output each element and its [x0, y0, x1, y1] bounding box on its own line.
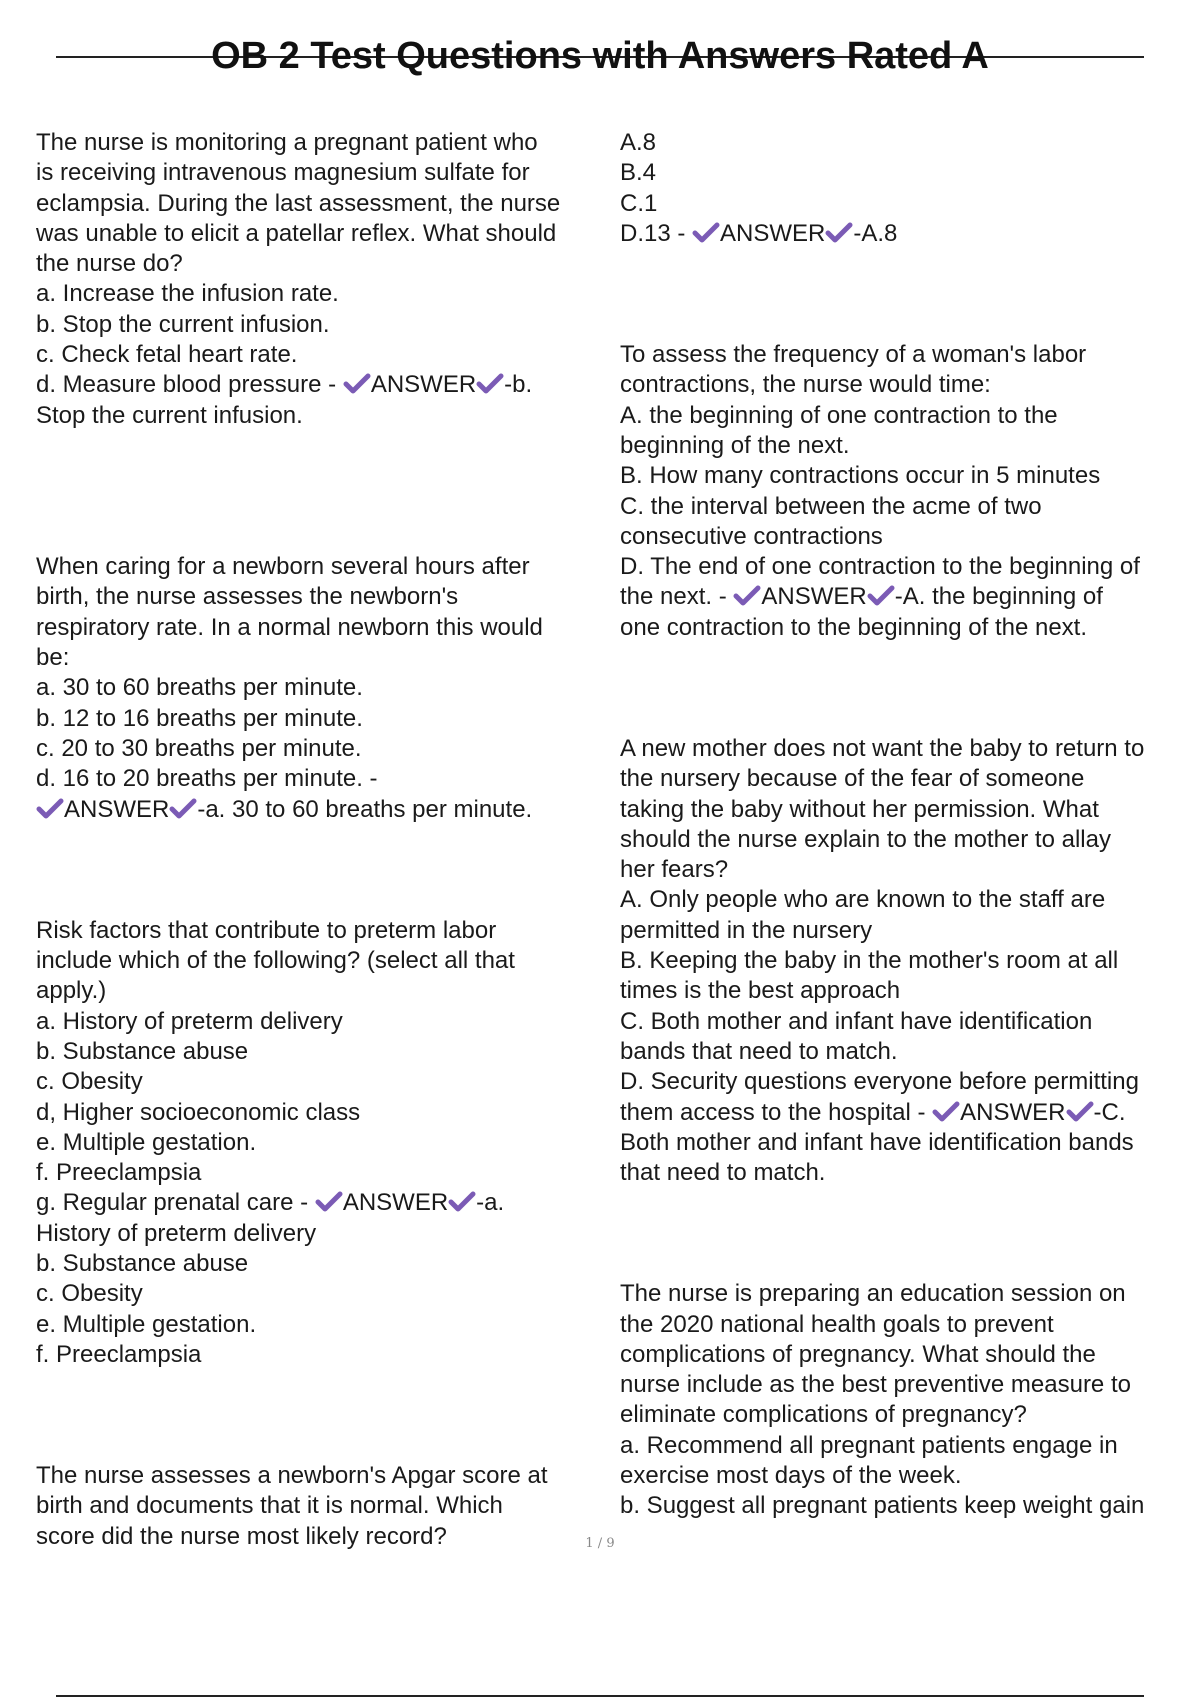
- answer-text: -b.: [504, 371, 533, 399]
- checkmark-icon: [343, 372, 371, 394]
- answer-text-line: Both mother and infant have identification bands: [620, 1128, 1134, 1156]
- answer-label: ANSWER: [720, 219, 826, 247]
- answer-option: C. the interval between the acme of two: [620, 492, 1042, 520]
- answer-option: bands that need to match.: [620, 1037, 898, 1065]
- question-5: [620, 340, 1192, 643]
- answer-text: -A.8: [853, 219, 898, 247]
- answer-option: c. Obesity: [36, 1068, 143, 1096]
- answer-label: ANSWER: [370, 371, 477, 399]
- answer-option: beginning of the next.: [620, 431, 850, 459]
- question-stem-line: include which of the following? (select all that: [36, 947, 515, 975]
- question-stem-line: The nurse assesses a newborn's Apgar score at: [36, 1462, 548, 1490]
- answer-line: [36, 1188, 602, 1218]
- answer-text: -a.: [476, 1189, 505, 1217]
- question-stem-line: the nursery because of the fear of someone: [620, 765, 1085, 793]
- answer-text-line: c. Obesity: [36, 1280, 143, 1308]
- question-stem-line: When caring for a newborn several hours after: [36, 553, 530, 581]
- checkmark-icon: [867, 584, 895, 606]
- footer-rule: [56, 1695, 1144, 1697]
- answer-option: a. 30 to 60 breaths per minute.: [36, 674, 363, 702]
- answer-option: b. Stop the current infusion.: [36, 310, 330, 338]
- answer-option: f. Preeclampsia: [36, 1159, 202, 1187]
- question-stem-line: be:: [36, 644, 70, 672]
- question-4-continued: [620, 128, 1192, 249]
- answer-option: a. History of preterm delivery: [36, 1007, 343, 1035]
- answer-line: [36, 795, 602, 825]
- question-stem-line: should the nurse explain to the mother to allay: [620, 825, 1111, 853]
- answer-line: [620, 1098, 1192, 1128]
- answer-option: a. Recommend all pregnant patients engage in: [620, 1431, 1118, 1459]
- question-stem-line: birth and documents that it is normal. Which: [36, 1492, 503, 1520]
- answer-text-line: History of preterm delivery: [36, 1219, 317, 1247]
- answer-option: B.4: [620, 159, 657, 187]
- answer-option: D. Security questions everyone before permitting: [620, 1068, 1139, 1096]
- answer-text-line: that need to match.: [620, 1159, 826, 1187]
- question-stem-line: her fears?: [620, 856, 729, 884]
- answer-option: C. Both mother and infant have identification: [620, 1007, 1093, 1035]
- checkmark-icon: [315, 1190, 343, 1212]
- answer-option: a. Increase the infusion rate.: [36, 280, 339, 308]
- answer-option: D. The end of one contraction to the beginning of: [620, 553, 1140, 581]
- answer-text: -C.: [1093, 1098, 1126, 1126]
- answer-option: B. How many contractions occur in 5 minutes: [620, 462, 1101, 490]
- question-stem-line: eliminate complications of pregnancy?: [620, 1401, 1027, 1429]
- question-stem-line: complications of pregnancy. What should the: [620, 1340, 1096, 1368]
- answer-option: exercise most days of the week.: [620, 1462, 962, 1490]
- question-stem-line: eclampsia. During the last assessment, the nurse: [36, 189, 561, 217]
- answer-label: ANSWER: [761, 583, 867, 611]
- question-stem-line: score did the nurse most likely record?: [36, 1522, 447, 1550]
- question-stem-line: The nurse is preparing an education session on: [620, 1280, 1126, 1308]
- answer-text-line: e. Multiple gestation.: [36, 1310, 257, 1338]
- question-stem-line: respiratory rate. In a normal newborn this would: [36, 613, 543, 641]
- checkmark-icon: [932, 1100, 960, 1122]
- question-7: [620, 1279, 1192, 1521]
- question-stem-line: birth, the nurse assesses the newborn's: [36, 583, 459, 611]
- answer-option: A. the beginning of one contraction to the: [620, 401, 1058, 429]
- answer-text: -a. 30 to 60 breaths per minute.: [197, 795, 533, 823]
- answer-option: c. Check fetal heart rate.: [36, 341, 298, 369]
- checkmark-icon: [476, 372, 504, 394]
- page-number: 1 / 9: [585, 1536, 615, 1551]
- answer-option: permitted in the nursery: [620, 916, 873, 944]
- answer-option: C.1: [620, 189, 658, 217]
- right-column: [620, 128, 1192, 1522]
- answer-text: -A. the beginning of: [894, 583, 1103, 611]
- answer-option: g. Regular prenatal care -: [36, 1189, 315, 1217]
- answer-option: A.8: [620, 129, 657, 156]
- answer-option: the next. -: [620, 583, 734, 611]
- answer-option: times is the best approach: [620, 977, 901, 1005]
- answer-option: consecutive contractions: [620, 522, 883, 550]
- answer-text-line: b. Substance abuse: [36, 1249, 249, 1277]
- answer-option: them access to the hospital -: [620, 1098, 933, 1126]
- answer-option: B. Keeping the baby in the mother's room at all: [620, 947, 1119, 975]
- answer-line: [620, 219, 1192, 249]
- title-block: [56, 28, 1144, 84]
- question-stem-line: To assess the frequency of a woman's labor: [620, 341, 1087, 369]
- answer-line: [36, 370, 602, 400]
- question-stem-line: nurse include as the best preventive measure to: [620, 1371, 1131, 1399]
- answer-label: ANSWER: [960, 1098, 1066, 1126]
- question-stem-line: the 2020 national health goals to prevent: [620, 1310, 1054, 1338]
- answer-option: b. Suggest all pregnant patients keep weight gain: [620, 1492, 1145, 1520]
- question-stem-line: contractions, the nurse would time:: [620, 371, 991, 399]
- answer-label: ANSWER: [342, 1189, 449, 1217]
- answer-option: e. Multiple gestation.: [36, 1128, 257, 1156]
- question-stem-line: The nurse is monitoring a pregnant patient who: [36, 129, 538, 156]
- answer-option: d, Higher socioeconomic class: [36, 1098, 361, 1126]
- answer-text-line: Stop the current infusion.: [36, 401, 303, 429]
- checkmark-icon: [692, 221, 720, 243]
- answer-option: c. 20 to 30 breaths per minute.: [36, 734, 362, 762]
- question-stem-line: the nurse do?: [36, 250, 183, 278]
- question-stem-line: A new mother does not want the baby to return to: [620, 734, 1145, 762]
- answer-text-line: one contraction to the beginning of the next.: [620, 613, 1088, 641]
- answer-line: [620, 582, 1192, 612]
- answer-option: A. Only people who are known to the staff are: [620, 886, 1106, 914]
- question-stem-line: Risk factors that contribute to preterm labor: [36, 916, 497, 944]
- left-column: [36, 128, 602, 1552]
- checkmark-icon: [169, 797, 197, 819]
- question-stem-line: taking the baby without her permission. What: [620, 795, 1099, 823]
- answer-option: b. 12 to 16 breaths per minute.: [36, 704, 363, 732]
- checkmark-icon: [448, 1190, 476, 1212]
- checkmark-icon: [36, 797, 64, 819]
- checkmark-icon: [825, 221, 853, 243]
- answer-label: ANSWER: [64, 795, 170, 823]
- answer-option: d. Measure blood pressure -: [36, 371, 343, 399]
- answer-option: d. 16 to 20 breaths per minute. -: [36, 765, 378, 793]
- answer-option: D.13 -: [620, 219, 693, 247]
- page-title: OB 2 Test Questions with Answers Rated A: [211, 35, 989, 77]
- answer-text-line: f. Preeclampsia: [36, 1340, 202, 1368]
- question-stem-line: was unable to elicit a patellar reflex. What should: [36, 219, 557, 247]
- question-3: [36, 916, 602, 1370]
- answer-option: b. Substance abuse: [36, 1037, 249, 1065]
- question-stem-line: is receiving intravenous magnesium sulfate for: [36, 159, 530, 187]
- question-1: [36, 128, 602, 431]
- question-stem-line: apply.): [36, 977, 107, 1005]
- checkmark-icon: [1066, 1100, 1094, 1122]
- question-6: [620, 734, 1192, 1188]
- checkmark-icon: [733, 584, 761, 606]
- question-2: [36, 552, 602, 825]
